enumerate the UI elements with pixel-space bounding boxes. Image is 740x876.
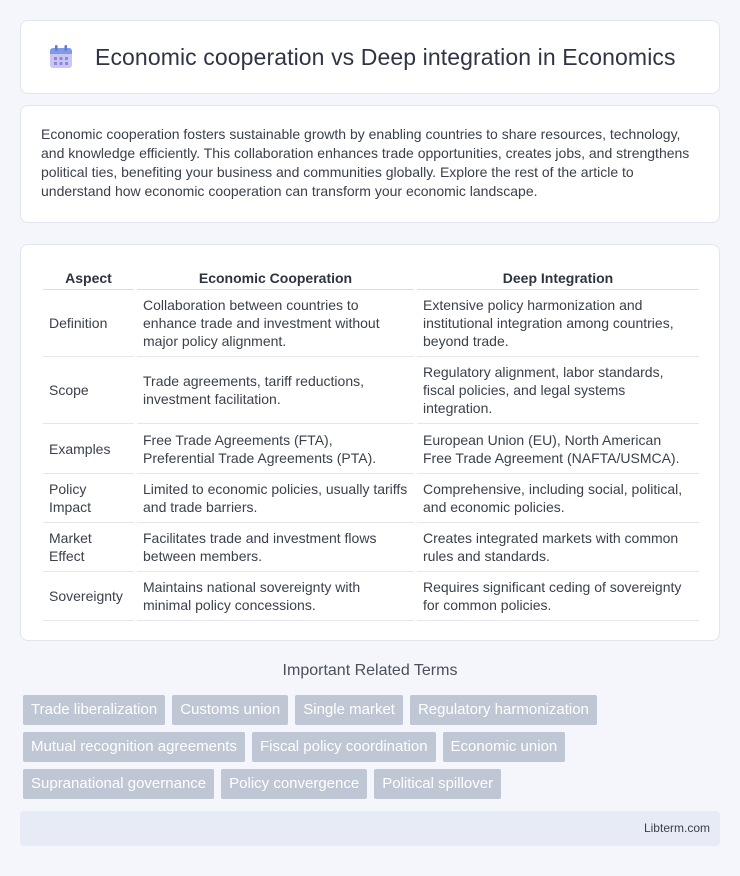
comparison-table <box>40 266 702 621</box>
term-tag[interactable]: Mutual recognition agreements <box>23 732 245 762</box>
comparison-card <box>20 244 720 641</box>
integration-cell: Creates integrated markets with common rules and standards. <box>417 523 699 572</box>
table-row <box>43 523 699 572</box>
aspect-cell: Policy Impact <box>43 474 134 523</box>
cooperation-cell: Free Trade Agreements (FTA), Preferential Trade Agreements (PTA). <box>137 424 414 474</box>
cooperation-cell: Collaboration between countries to enhance trade and investment without major policy alignment. <box>137 290 414 357</box>
aspect-cell: Scope <box>43 357 134 424</box>
intro-card <box>20 105 720 223</box>
header-card <box>20 20 720 94</box>
header-economic-cooperation: Economic Cooperation <box>137 266 414 290</box>
term-tag[interactable]: Economic union <box>443 732 566 762</box>
tag-row <box>23 769 723 799</box>
tag-row <box>23 732 723 762</box>
table-row <box>43 357 699 424</box>
cooperation-cell: Limited to economic policies, usually tariffs and trade barriers. <box>137 474 414 523</box>
integration-cell: Comprehensive, including social, political, and economic policies. <box>417 474 699 523</box>
aspect-cell: Market Effect <box>43 523 134 572</box>
footer-site-link[interactable]: Libterm.com <box>643 821 710 835</box>
term-tag[interactable]: Single market <box>295 695 403 725</box>
aspect-cell: Sovereignty <box>43 572 134 621</box>
cooperation-cell: Maintains national sovereignty with minimal policy concessions. <box>137 572 414 621</box>
header-deep-integration: Deep Integration <box>417 266 699 290</box>
table-row <box>43 290 699 357</box>
term-tag[interactable]: Supranational governance <box>23 769 214 799</box>
page-title: Economic cooperation vs Deep integration in Economics <box>95 43 676 70</box>
integration-cell: Regulatory alignment, labor standards, fiscal policies, and legal systems integration. <box>417 357 699 424</box>
footer <box>20 811 720 846</box>
term-tag[interactable]: Trade liberalization <box>23 695 165 725</box>
related-terms-list <box>23 695 723 806</box>
header-aspect: Aspect <box>43 266 134 290</box>
term-tag[interactable]: Regulatory harmonization <box>410 695 597 725</box>
term-tag[interactable]: Policy convergence <box>221 769 367 799</box>
table-header-row <box>43 266 699 290</box>
term-tag[interactable]: Political spillover <box>374 769 501 799</box>
term-tag[interactable]: Fiscal policy coordination <box>252 732 436 762</box>
integration-cell: Requires significant ceding of sovereignty for common policies. <box>417 572 699 621</box>
table-row <box>43 474 699 523</box>
term-tag[interactable]: Customs union <box>172 695 288 725</box>
table-row <box>43 424 699 474</box>
integration-cell: Extensive policy harmonization and institutional integration among countries, beyond trade. <box>417 290 699 357</box>
related-terms-title: Important Related Terms <box>282 662 458 679</box>
aspect-cell: Examples <box>43 424 134 474</box>
cooperation-cell: Facilitates trade and investment flows between members. <box>137 523 414 572</box>
aspect-cell: Definition <box>43 290 134 357</box>
intro-paragraph: Economic cooperation fosters sustainable growth by enabling countries to share resources, technology, and knowledge efficiently. This collaboration enhances trade opportunities, creates jobs, and strengthens political ties, benefiting your business and communities globally. Explore the rest of the article to understand how economic cooperation can transform your economic landscape. <box>41 126 690 199</box>
cooperation-cell: Trade agreements, tariff reductions, investment facilitation. <box>137 357 414 424</box>
table-row <box>43 572 699 621</box>
calendar-icon <box>47 43 75 71</box>
integration-cell: European Union (EU), North American Free Trade Agreement (NAFTA/USMCA). <box>417 424 699 474</box>
tag-row <box>23 695 723 725</box>
